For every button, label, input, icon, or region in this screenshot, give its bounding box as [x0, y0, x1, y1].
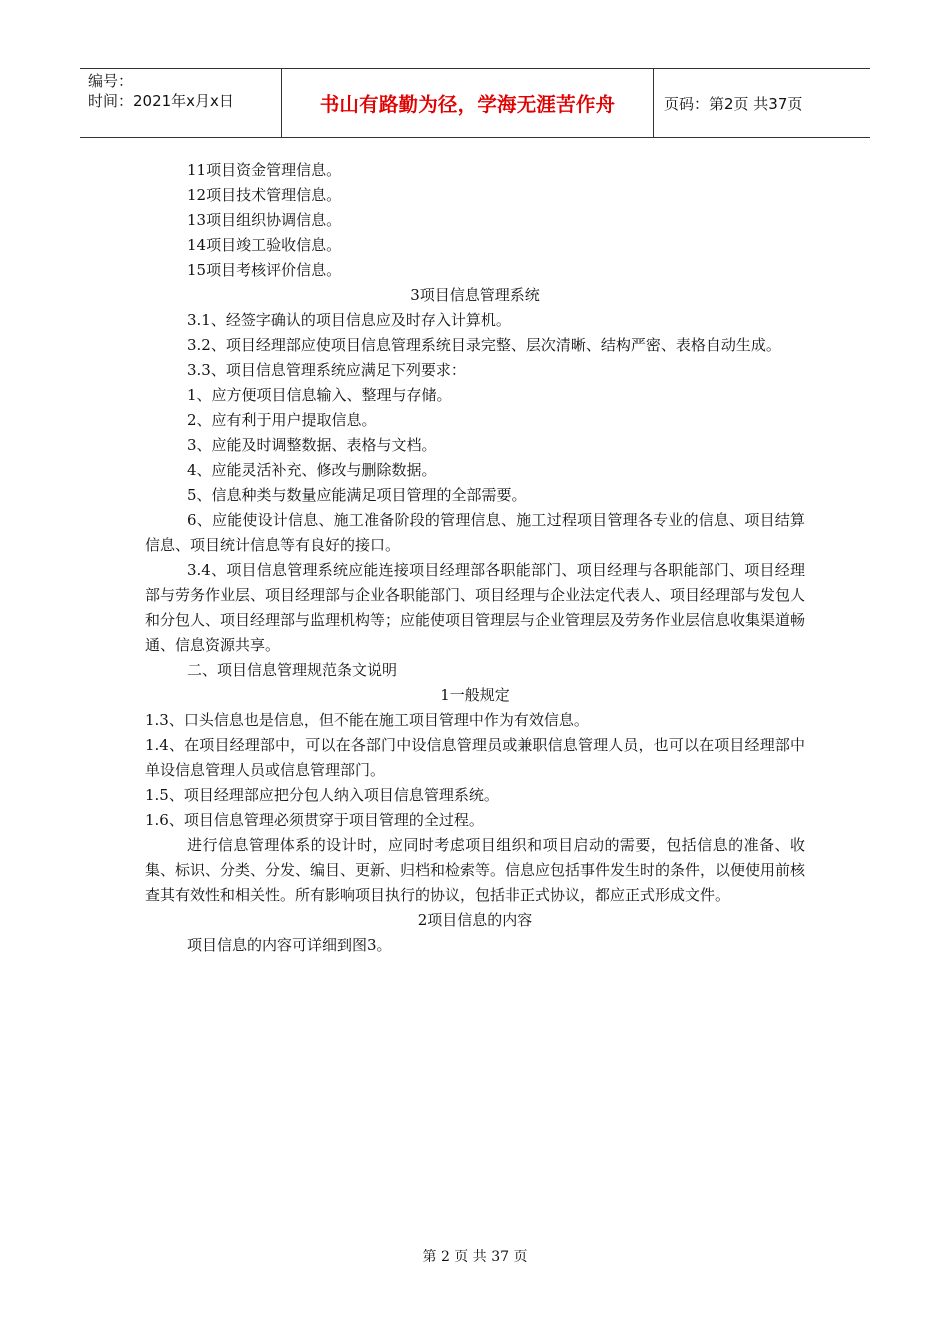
header-page-cell [654, 69, 870, 137]
clause-1-6: 1.6、项目信息管理必须贯穿于项目管理的全过程。 [145, 811, 484, 829]
section-heading: 1一般规定 [440, 686, 510, 704]
clause-3-4: 3.4、项目信息管理系统应能连接项目经理部各职能部门、项目经理与各职能部门、项目经理部与劳务作业层、项目经理部与企业各职能部门、项目经理与企业法定代表人、项目经理部与发包人和分包人、项目经理部与监理机构等；应能使项目管理层与企业管理层及劳务作业层信息收集渠道畅通、信息资源共享。 [145, 561, 806, 654]
clause-3-2: 3.2、项目经理部应使项目信息管理系统目录完整、层次清晰、结构严密、表格自动生成。 [187, 336, 781, 354]
requirement-item: 4、应能灵活补充、修改与删除数据。 [187, 461, 437, 479]
list-item: 15项目考核评价信息。 [187, 261, 342, 279]
section-heading: 3项目信息管理系统 [410, 286, 540, 304]
doc-number-label: 编号： [88, 72, 134, 90]
requirement-item: 1、应方便项目信息输入、整理与存储。 [187, 386, 452, 404]
clause-1-4: 1.4、在项目经理部中，可以在各部门中设信息管理员或兼职信息管理人员，也可以在项目经理部中单设信息管理人员或信息管理部门。 [145, 736, 805, 779]
list-item: 11项目资金管理信息。 [187, 161, 342, 179]
clause-1-5: 1.5、项目经理部应把分包人纳入项目信息管理系统。 [145, 786, 499, 804]
requirement-item: 3、应能及时调整数据、表格与文档。 [187, 436, 437, 454]
header-meta [80, 69, 282, 137]
page-header [80, 68, 870, 138]
page-footer: 第 2 页 共 37 页 [422, 1249, 528, 1265]
design-paragraph: 进行信息管理体系的设计时，应同时考虑项目组织和项目启动的需要，包括信息的准备、收集、标识、分类、分发、编目、更新、归档和检索等。信息应包括事件发生时的条件，以便使用前核查其有效性和相关性。所有影响项目执行的协议，包括非正式协议，都应正式形成文件。 [145, 836, 806, 904]
requirement-item: 5、信息种类与数量应能满足项目管理的全部需要。 [187, 486, 527, 504]
clause-3-1: 3.1、经签字确认的项目信息应及时存入计算机。 [187, 311, 511, 329]
requirement-item: 6、应能使设计信息、施工准备阶段的管理信息、施工过程项目管理各专业的信息、项目结算信息、项目统计信息等有良好的接口。 [145, 511, 805, 554]
header-motto-cell [282, 69, 654, 137]
header-page-info: 页码：第2页 共37页 [664, 94, 803, 113]
section-heading: 二、项目信息管理规范条文说明 [187, 661, 398, 679]
doc-date-label: 时间：2021年x月x日 [88, 92, 234, 110]
header-motto: 书山有路勤为径，学海无涯苦作舟 [319, 93, 616, 116]
document-body [145, 158, 805, 958]
list-item: 14项目竣工验收信息。 [187, 236, 342, 254]
list-item: 12项目技术管理信息。 [187, 186, 342, 204]
requirement-item: 2、应有利于用户提取信息。 [187, 411, 377, 429]
clause-1-3: 1.3、口头信息也是信息，但不能在施工项目管理中作为有效信息。 [145, 711, 589, 729]
closing-paragraph: 项目信息的内容可详细到图3。 [187, 936, 392, 954]
list-item: 13项目组织协调信息。 [187, 211, 342, 229]
section-heading: 2项目信息的内容 [417, 911, 533, 929]
clause-3-3: 3.3、项目信息管理系统应满足下列要求： [187, 361, 466, 379]
